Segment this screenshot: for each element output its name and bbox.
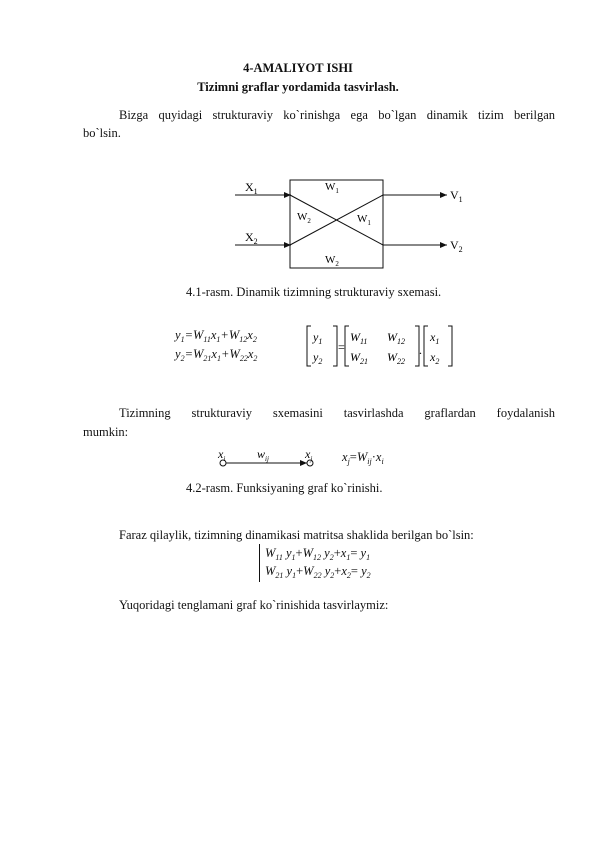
w-top-label: $W_1$ (325, 181, 339, 195)
matrix-x2: $x_2$ (430, 350, 440, 366)
para4-line-1: Yuqoridagi tenglamani graf ko`rinishida tasvirlaymiz: (119, 598, 389, 612)
equation-2: $y_2=W_{21}x_1+W_{22}x_2$ (175, 347, 258, 363)
figure2-caption: 4.2-rasm. Funksiyaning graf ko`rinishi. (186, 481, 383, 495)
matrix-equation (305, 324, 455, 368)
w-left-label: $W_2$ (297, 211, 311, 225)
figure1-caption: 4.1-rasm. Dinamik tizimning strukturaviy sxemasi. (186, 285, 442, 299)
system-row-2: $W_{21}$ $y_1+W_{22}$ $y_2+x_2= y_2$ (265, 564, 371, 580)
output-label-2: $V_2$ (450, 238, 463, 254)
matrix-w11: $W_{11}$ (350, 330, 368, 346)
matrix-w21: $W_{21}$ (350, 350, 368, 366)
matrix-y1: $y_1$ (313, 330, 323, 346)
w-right-label: $W_1$ (357, 213, 371, 227)
graph-formula: $x_j=W_{ij}\cdot x_i$ (342, 450, 384, 466)
edge-wij-label: $w_{ij}$ (257, 447, 269, 463)
system-row-1: $W_{11}$ $y_1+W_{12}$ $y_2+x_1= y_1$ (265, 546, 371, 562)
para3-line-1: Faraz qilaylik, tizimning dinamikasi matritsa shaklida berilgan bo`lsin: (119, 528, 474, 542)
node-xj-label: $x_j$ (305, 447, 313, 463)
matrix-w22: $W_{22}$ (387, 350, 405, 366)
matrix-equals: = (338, 340, 345, 354)
input-label-1: $X_1$ (245, 180, 258, 196)
page-title: 4-AMALIYOT ISHI (243, 61, 353, 75)
equation-1: $y_1=W_{11}x_1+W_{12}x_2$ (175, 328, 257, 344)
matrix-w12: $W_{12}$ (387, 330, 405, 346)
para2-line-2: mumkin: (83, 425, 129, 439)
node-xi-label: $x_i$ (218, 447, 226, 463)
output-label-1: $V_1$ (450, 188, 463, 204)
page-subtitle: Tizimni graflar yordamida tasvirlash. (197, 80, 399, 94)
function-graph (215, 445, 335, 473)
para2-line-1: Tizimning strukturaviy sxemasini tasvirlashda graflardan foydalanish (119, 406, 555, 420)
structural-scheme-diagram (225, 175, 485, 275)
w-bottom-label: $W_2$ (325, 254, 339, 268)
input-label-2: $X_2$ (245, 230, 258, 246)
matrix-dot: . (419, 343, 422, 357)
intro-line-1: Bizga quyidagi strukturaviy ko`rinishga ega bo`lgan dinamik tizim berilgan (119, 108, 555, 122)
matrix-x1: $x_1$ (430, 330, 440, 346)
intro-line-2: bo`lsin. (83, 126, 121, 140)
matrix-y2: $y_2$ (313, 350, 323, 366)
